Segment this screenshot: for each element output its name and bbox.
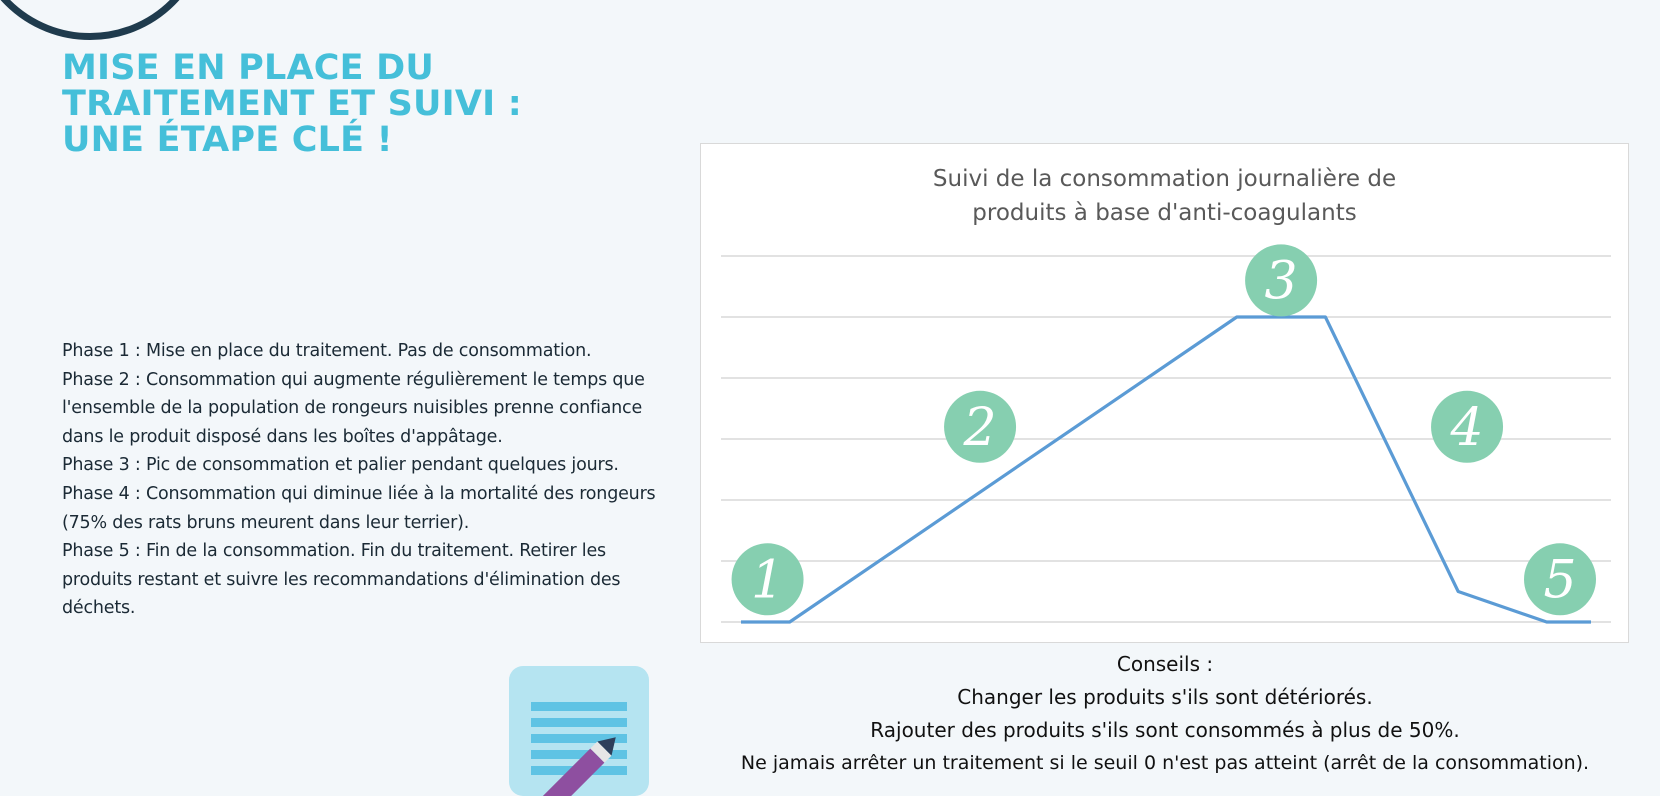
phase-4-label: 4 [1450, 397, 1484, 458]
phase-2-text: Phase 2 : Consommation qui augmente régulièrement le temps que l'ensemble de la population de rongeurs nuisibles prenne confiance dans le produit disposé dans les boîtes d'appâtage. [62, 369, 645, 447]
phase-1-label: 1 [751, 550, 785, 611]
chart-plot [701, 144, 1630, 644]
advice-item: Changer les produits s'ils sont détériorés. [957, 685, 1373, 709]
phase-1-text: Phase 1 : Mise en place du traitement. Pas de consommation. [62, 341, 592, 361]
phase-3-text: Phase 3 : Pic de consommation et palier pendant quelques jours. [62, 455, 619, 476]
phase-2-label: 2 [963, 397, 997, 458]
title-line: TRAITEMENT ET SUIVI : [62, 84, 522, 124]
phase-3-label: 3 [1264, 251, 1298, 312]
consumption-chart [700, 143, 1629, 643]
phase-5-label: 5 [1543, 550, 1577, 611]
advice-item: Ne jamais arrêter un traitement si le seuil 0 n'est pas atteint (arrêt de la consommation). [740, 752, 1590, 774]
advice-block [690, 648, 1640, 780]
advice-heading: Conseils : [1116, 652, 1214, 676]
phase-4-text: Phase 4 : Consommation qui diminue liée à la mortalité des rongeurs (75% des rats bruns meurent dans leur terrier). [62, 483, 656, 533]
title-line: MISE EN PLACE DU [62, 48, 435, 88]
chart-title-line: produits à base d'anti-coagulants [972, 200, 1357, 226]
title-line: UNE ÉTAPE CLÉ ! [62, 120, 393, 160]
consumption-line [741, 317, 1591, 622]
notepad-pencil-icon [509, 666, 649, 796]
decorative-arc [0, 0, 210, 40]
page-title [62, 50, 522, 158]
advice-item: Rajouter des produits s'ils sont consommés à plus de 50%. [870, 718, 1460, 742]
chart-title-line: Suivi de la consommation journalière de [932, 166, 1397, 192]
phase-list [62, 337, 662, 623]
phase-5-text: Phase 5 : Fin de la consommation. Fin du traitement. Retirer les produits restant et suivre les recommandations d'élimination des déchets. [62, 541, 621, 619]
